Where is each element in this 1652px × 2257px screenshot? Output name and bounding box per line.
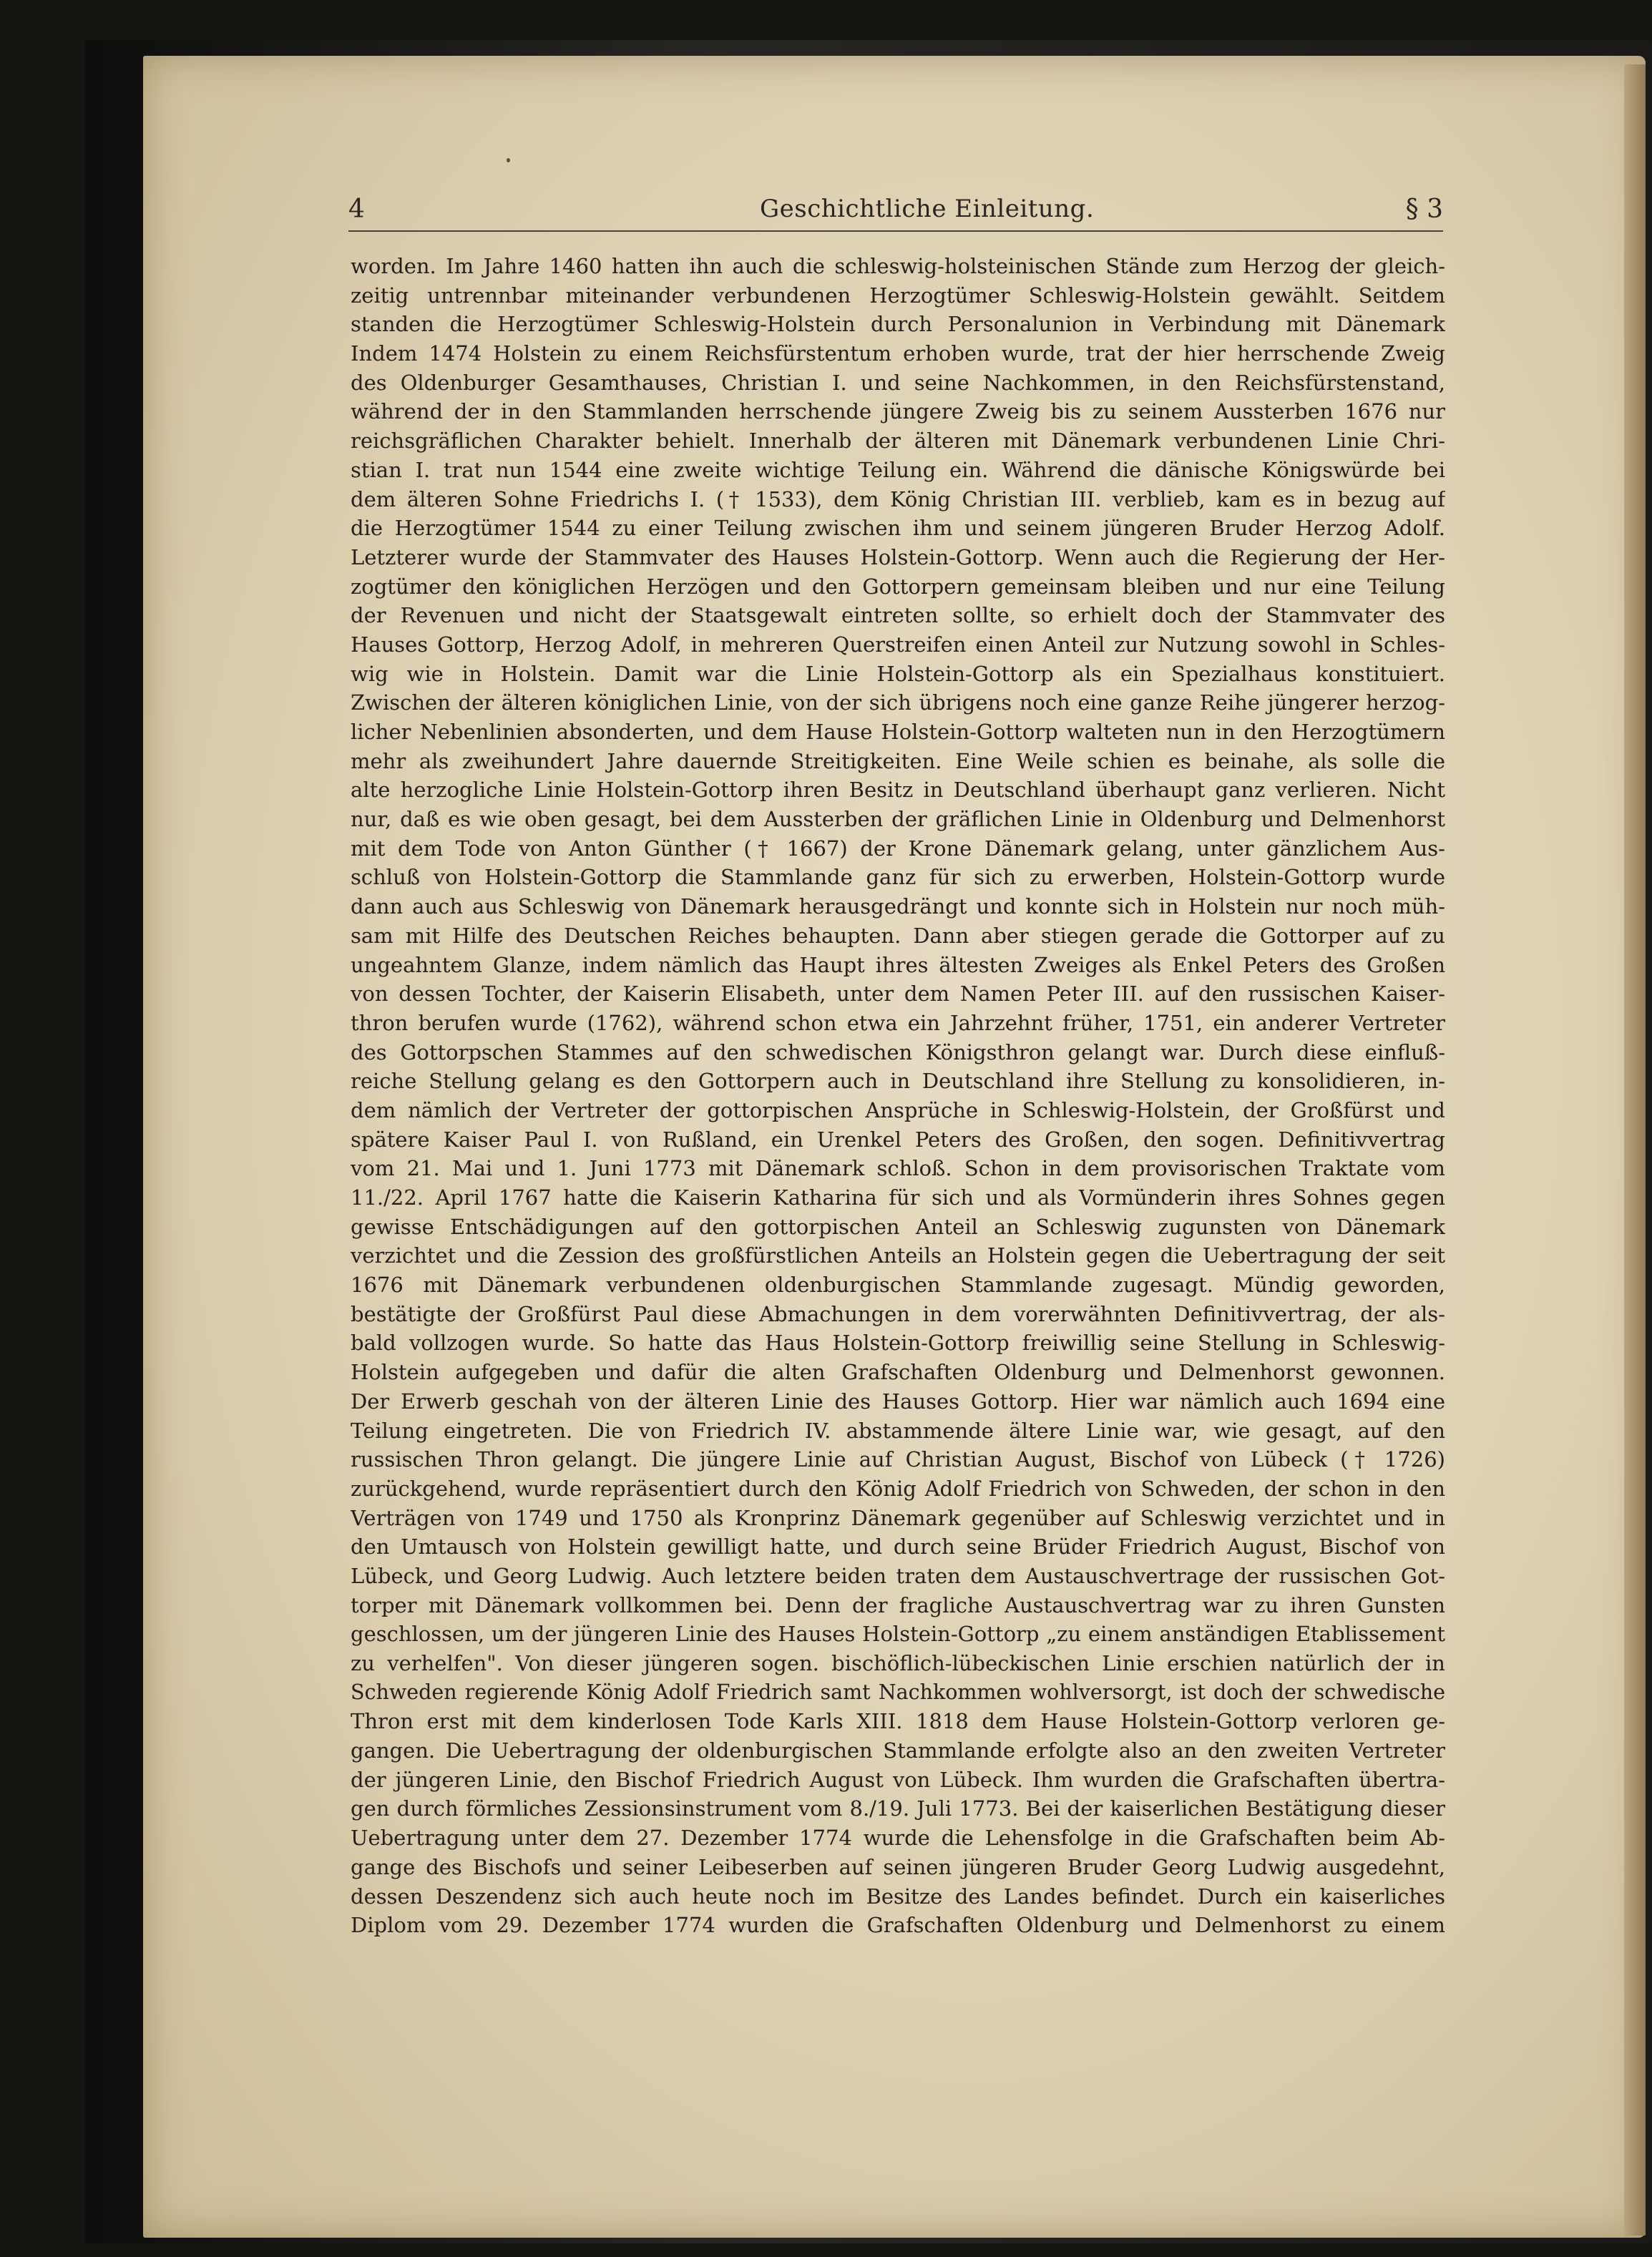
text-line: 11./22. April 1767 hatte die Kaiserin Katharina für sich und als Vormünderin ihres Sohnes gegen: [351, 1185, 1445, 1210]
text-line: gange des Bischofs und seiner Leibeserben auf seinen jüngeren Bruder Georg Ludwig ausgedehnt,: [351, 1854, 1445, 1879]
ink-speck: [507, 158, 510, 162]
text-line: thron berufen wurde (1762), während schon etwa ein Jahrzehnt früher, 1751, ein anderer Vertreter: [351, 1010, 1445, 1035]
text-line: reiche Stellung gelang es den Gottorpern auch in Deutschland ihre Stellung zu konsolidieren, in-: [351, 1069, 1445, 1094]
text-line: die Herzogtümer 1544 zu einer Teilung zwischen ihm und seinem jüngeren Bruder Herzog Adolf.: [351, 516, 1445, 541]
text-line: wig wie in Holstein. Damit war die Linie Holstein-Gottorp als ein Spezialhaus konstituiert.: [351, 661, 1445, 686]
text-line: licher Nebenlinien absonderten, und dem Hause Holstein-Gottorp walteten nun in den Herzogtümern: [351, 720, 1445, 744]
text-line: bald vollzogen wurde. So hatte das Haus Holstein-Gottorp freiwillig seine Stellung in Schleswig-: [351, 1331, 1445, 1356]
text-line: vom 21. Mai und 1. Juni 1773 mit Dänemark schloß. Schon in dem provisorischen Traktate vom: [351, 1156, 1445, 1181]
text-line: Holstein aufgegeben und dafür die alten Grafschaften Oldenburg und Delmenhorst gewonnen.: [351, 1360, 1445, 1385]
text-line: Lübeck, und Georg Ludwig. Auch letztere beiden traten dem Austauschvertrage der russischen Got-: [351, 1563, 1445, 1588]
text-line: den Umtausch von Holstein gewilligt hatte, und durch seine Brüder Friedrich August, Bischof von: [351, 1534, 1445, 1560]
text-line: Hauses Gottorp, Herzog Adolf, in mehreren Querstreifen einen Anteil zur Nutzung sowohl in Schles-: [351, 632, 1445, 657]
text-line: der Revenuen und nicht der Staatsgewalt eintreten sollte, so erhielt doch der Stammvater des: [351, 603, 1445, 628]
text-line: [351, 1940, 1445, 1969]
page-header: [348, 192, 1443, 227]
text-line: Zwischen der älteren königlichen Linie, von der sich übrigens noch eine ganze Reihe jüngerer herzog-: [351, 690, 1445, 715]
text-line: schluß von Holstein-Gottorp die Stammlande ganz für sich zu erwerben, Holstein-Gottorp wurde: [351, 865, 1445, 890]
text-line: Schweden regierende König Adolf Friedrich samt Nachkommen wohlversorgt, ist doch der schwedische: [351, 1680, 1445, 1704]
text-line: während der in den Stammlanden herrschende jüngere Zweig bis zu seinem Aussterben 1676 nur: [351, 399, 1445, 424]
text-line: von dessen Tochter, der Kaiserin Elisabeth, unter dem Namen Peter III. auf den russischen Kaiser-: [351, 981, 1445, 1007]
section-mark: § 3: [1405, 195, 1443, 224]
text-line: reichsgräflichen Charakter behielt. Innerhalb der älteren mit Dänemark verbundenen Linie Chri-: [351, 429, 1445, 454]
text-line: des Oldenburger Gesamthauses, Christian I. und seine Nachkommen, in den Reichsfürstenstand,: [351, 370, 1445, 395]
text-line: nur, daß es wie oben gesagt, bei dem Aussterben der gräflichen Linie in Oldenburg und Delmenhorst: [351, 807, 1445, 832]
text-line: russischen Thron gelangt. Die jüngere Linie auf Christian August, Bischof von Lübeck († 1726): [351, 1447, 1445, 1472]
text-line: Diplom vom 29. Dezember 1774 wurden die Grafschaften Oldenburg und Delmenhorst zu einem: [351, 1913, 1445, 1938]
text-line: Verträgen von 1749 und 1750 als Kronprinz Dänemark gegenüber auf Schleswig verzichtet und in: [351, 1505, 1445, 1530]
text-line: stian I. trat nun 1544 eine zweite wichtige Teilung ein. Während die dänische Königswürde bei: [351, 457, 1445, 482]
text-line: Letzterer wurde der Stammvater des Hauses Holstein-Gottorp. Wenn auch die Regierung der Her-: [351, 544, 1445, 569]
text-line: 1676 mit Dänemark verbundenen oldenburgischen Stammlande zugesagt. Mündig geworden,: [351, 1273, 1445, 1298]
text-line: dem älteren Sohne Friedrichs I. († 1533), dem König Christian III. verblieb, kam es in bezug auf: [351, 486, 1445, 511]
text-line: Teilung eingetreten. Die von Friedrich IV. abstammende ältere Linie war, wie gesagt, auf den: [351, 1418, 1445, 1443]
page-edge: [1624, 64, 1646, 2236]
text-line: gangen. Die Uebertragung der oldenburgischen Stammlande erfolgte also an den zweiten Vertreter: [351, 1738, 1445, 1763]
text-line: gen durch förmliches Zessionsinstrument vom 8./19. Juli 1773. Bei der kaiserlichen Bestätigung dieser: [351, 1796, 1445, 1821]
text-line: standen die Herzogtümer Schleswig-Holstein durch Personalunion in Verbindung mit Dänemark: [351, 312, 1445, 337]
text-line: dem nämlich der Vertreter der gottorpischen Ansprüche in Schleswig-Holstein, der Großfürst und: [351, 1097, 1445, 1122]
text-line: alte herzogliche Linie Holstein-Gottorp ihren Besitz in Deutschland überhaupt ganz verlieren. Nicht: [351, 778, 1445, 803]
text-line: mit dem Tode von Anton Günther († 1667) der Krone Dänemark gelang, unter gänzlichem Aus-: [351, 836, 1445, 861]
text-line: verzichtet und die Zession des großfürstlichen Anteils an Holstein gegen die Uebertragung der seit: [351, 1243, 1445, 1268]
text-line: geschlossen, um der jüngeren Linie des Hauses Holstein-Gottorp „zu einem anständigen Etablissement: [351, 1622, 1445, 1647]
running-title: Geschichtliche Einleitung.: [760, 195, 1095, 223]
text-line: zeitig untrennbar miteinander verbundenen Herzogtümer Schleswig-Holstein gewählt. Seitdem: [351, 283, 1445, 308]
text-line: worden. Im Jahre 1460 hatten ihn auch die schleswig-holsteinischen Stände zum Herzog der gleich-: [351, 254, 1445, 278]
header-rule: [348, 230, 1443, 232]
text-line: Der Erwerb geschah von der älteren Linie des Hauses Gottorp. Hier war nämlich auch 1694 eine: [351, 1389, 1445, 1414]
text-line: Indem 1474 Holstein zu einem Reichsfürstentum erhoben wurde, trat der hier herrschende Zweig: [351, 341, 1445, 366]
text-line: gewisse Entschädigungen auf den gottorpischen Anteil an Schleswig zugunsten von Dänemark: [351, 1214, 1445, 1239]
text-line: torper mit Dänemark vollkommen bei. Denn der fragliche Austauschvertrag war zu ihren Gunsten: [351, 1592, 1445, 1617]
text-line: ungeahntem Glanze, indem nämlich das Haupt ihres ältesten Zweiges als Enkel Peters des Großen: [351, 952, 1445, 977]
text-line: zu verhelfen". Von dieser jüngeren sogen. bischöflich-lübeckischen Linie erschien natürlich der in: [351, 1651, 1445, 1675]
text-line: Uebertragung unter dem 27. Dezember 1774 wurde die Lehensfolge in die Grafschaften beim Ab-: [351, 1826, 1445, 1851]
text-line: sam mit Hilfe des Deutschen Reiches behaupten. Dann aber stiegen gerade die Gottorper auf zu: [351, 923, 1445, 948]
text-line: bestätigte der Großfürst Paul diese Abmachungen in dem vorerwähnten Definitivvertrag, der als-: [351, 1301, 1445, 1326]
text-line: Thron erst mit dem kinderlosen Tode Karls XIII. 1818 dem Hause Holstein-Gottorp verloren ge-: [351, 1709, 1445, 1734]
text-line: des Gottorpschen Stammes auf den schwedischen Königsthron gelangt war. Durch diese einfluß-: [351, 1039, 1445, 1064]
text-line: dann auch aus Schleswig von Dänemark herausgedrängt und konnte sich in Holstein nur noch müh-: [351, 894, 1445, 919]
text-line: der jüngeren Linie, den Bischof Friedrich August von Lübeck. Ihm wurden die Grafschaften übertra-: [351, 1767, 1445, 1792]
text-line: dessen Deszendenz sich auch heute noch im Besitze des Landes befindet. Durch ein kaiserliches: [351, 1884, 1445, 1909]
page-number: 4: [348, 195, 365, 224]
text-line: mehr als zweihundert Jahre dauernde Streitigkeiten. Eine Weile schien es beinahe, als solle die: [351, 748, 1445, 773]
text-line: zogtümer den königlichen Herzögen und den Gottorpern gemeinsam bleiben und nur eine Teilung: [351, 574, 1445, 599]
body-text: [351, 252, 1445, 1969]
text-line: spätere Kaiser Paul I. von Rußland, ein Urenkel Peters des Großen, den sogen. Definitivvertrag: [351, 1127, 1445, 1152]
text-line: zurückgehend, wurde repräsentiert durch den König Adolf Friedrich von Schweden, der schon in den: [351, 1476, 1445, 1501]
